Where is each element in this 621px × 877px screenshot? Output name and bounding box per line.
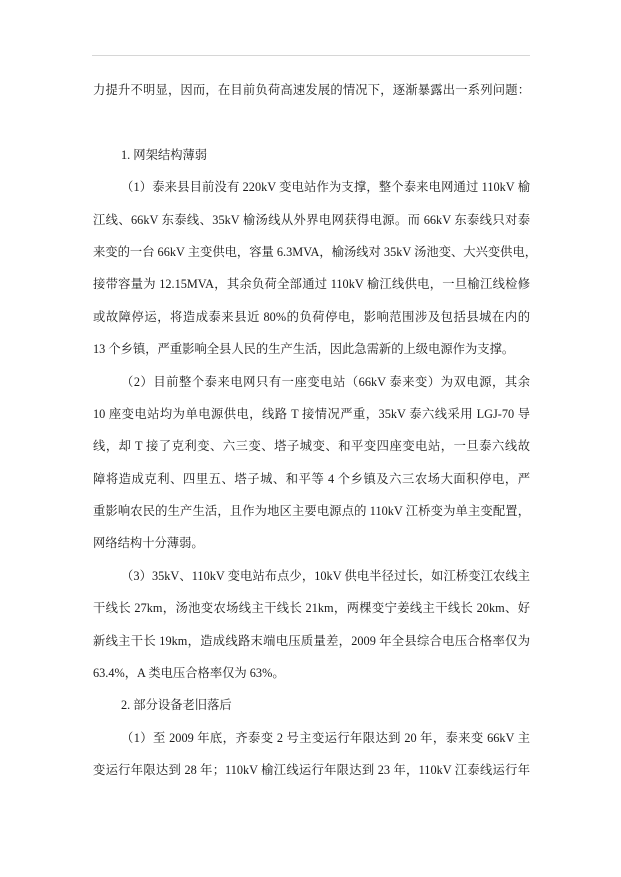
paragraph-line: 新线主干长 19km，造成线路末端电压质量差，2009 年全县综合电压合格率仅为 [93, 633, 530, 648]
paragraph-line: 接带容量为 12.15MVA，其余负荷全部通过 110kV 榆江线供电，一旦榆江线检修 [93, 277, 530, 292]
paragraph-line: 13 个乡镇，严重影响全县人民的生产生活，因此急需新的上级电源作为支撑。 [93, 342, 515, 357]
paragraph-1-1 [93, 171, 538, 365]
paragraph-line: 江线、66kV 东泰线、35kV 榆汤线从外界电网获得电源。而 66kV 东泰线只对泰 [93, 212, 530, 227]
paragraph-line: 10 座变电站均为单电源供电，线路 T 接情况严重，35kV 泰六线采用 LGJ-70 导 [93, 406, 530, 421]
paragraph-1-3 [93, 560, 530, 690]
paragraph-line: 63.4%，A 类电压合格率仅为 63%。 [93, 666, 285, 681]
paragraph-line: 线，却 T 接了克利变、六三变、塔子城变、和平变四座变电站，一旦泰六线故 [93, 439, 530, 454]
paragraph-line: 干线长 27km，汤池变农场线主干线长 21km，两棵变宁姜线主干线长 20km、好 [93, 601, 530, 616]
paragraph-line: 来变的一台 66kV 主变供电，容量 6.3MVA，榆汤线对 35kV 汤池变、大兴变供电， [93, 244, 538, 259]
paragraph-line: （1）泰来县目前没有 220kV 变电站作为支撑，整个泰来电网通过 110kV 榆 [121, 180, 530, 195]
section-heading-2: 2. 部分设备老旧落后 [121, 698, 232, 713]
document-body [93, 74, 538, 787]
blank-line [93, 106, 530, 138]
section-heading-1: 1. 网架结构薄弱 [121, 147, 208, 162]
paragraph-2-1 [93, 722, 530, 787]
paragraph-line: （3）35kV、110kV 变电站布点少，10kV 供电半径过长，如江桥变江农线主 [121, 568, 530, 583]
paragraph-line: 变运行年限达到 28 年；110kV 榆江线运行年限达到 23 年，110kV 江泰线运行年 [93, 763, 530, 778]
paragraph-line: 重影响农民的生产生活，且作为地区主要电源点的 110kV 江桥变为单主变配置， [93, 504, 530, 519]
paragraph-line: （2）目前整个泰来电网只有一座变电站（66kV 泰来变）为双电源，其余 [121, 374, 530, 389]
paragraph-line: （1）至 2009 年底，齐泰变 2 号主变运行年限达到 20 年，泰来变 66kV 主 [121, 730, 530, 745]
continuation-line: 力提升不明显，因而，在目前负荷高速发展的情况下，逐渐暴露出一系列问题： [93, 83, 530, 97]
paragraph-1-2 [93, 366, 530, 560]
paragraph-line: 网络结构十分薄弱。 [93, 536, 204, 551]
header-divider [92, 55, 530, 56]
paragraph-line: 障将造成克利、四里五、塔子城、和平等 4 个乡镇及六三农场大面积停电，严 [93, 471, 530, 486]
paragraph-line: 或故障停运，将造成泰来县近 80%的负荷停电，影响范围涉及包括县城在内的 [93, 309, 530, 324]
